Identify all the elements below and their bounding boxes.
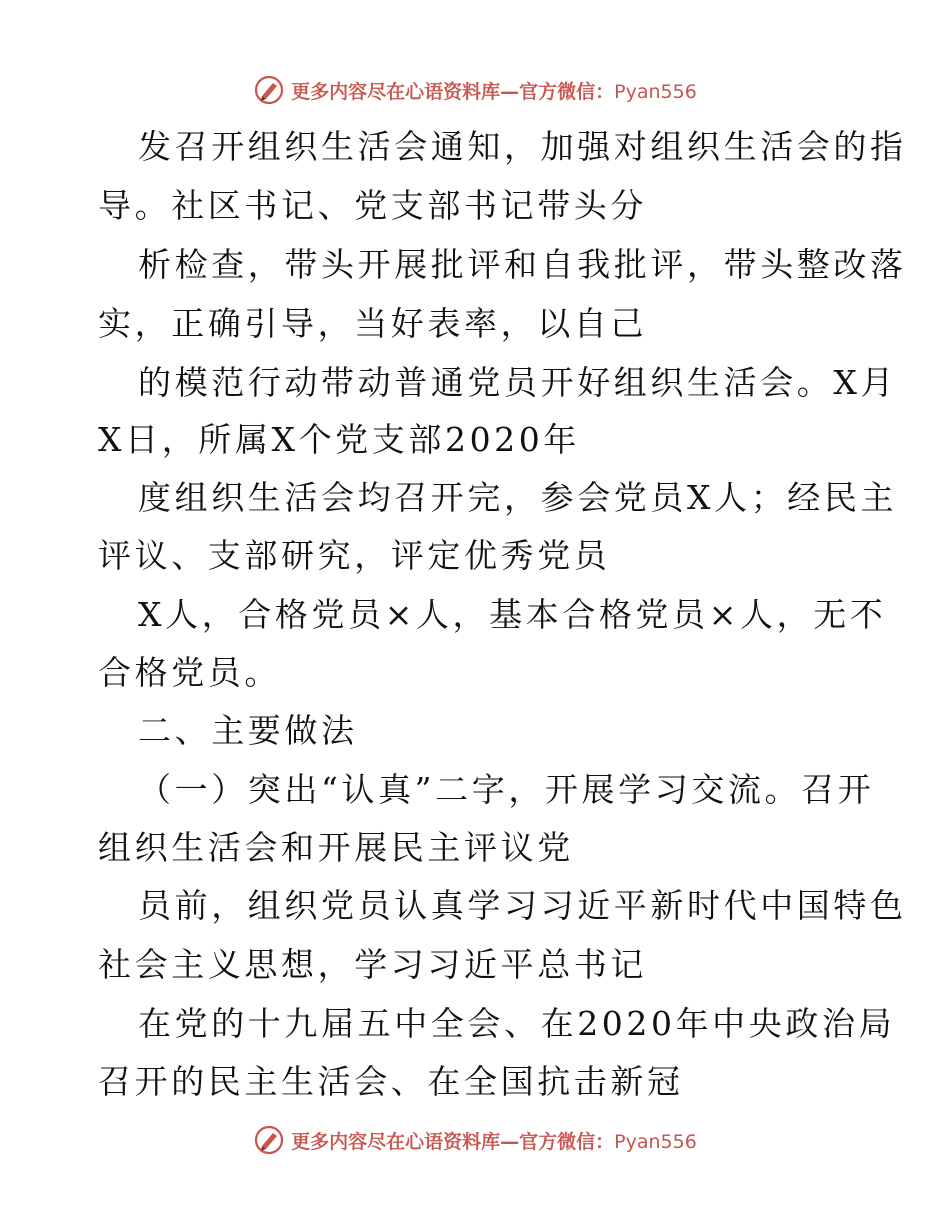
header-watermark-text — [291, 77, 697, 104]
body-line: 实，正确引导，当好表率，以自己 — [98, 304, 647, 343]
header-watermark-wechat-id: Pyan556 — [614, 80, 697, 103]
body-line: 召开的民主生活会、在全国抗击新冠 — [98, 1062, 684, 1101]
body-line: 析检查，带头开展批评和自我批评，带头整改落 — [138, 245, 907, 284]
footer-watermark-cn: 更多内容尽在心语资料库—官方微信： — [291, 1130, 615, 1153]
section-heading: 二、主要做法 — [138, 711, 358, 750]
body-line: 度组织生活会均召开完，参会党员X人；经民主 — [138, 478, 898, 517]
red-pen-logo-icon — [253, 1124, 285, 1156]
header-watermark-cn: 更多内容尽在心语资料库—官方微信： — [291, 80, 615, 103]
footer-watermark-wechat-id: Pyan556 — [614, 1130, 697, 1153]
header-watermark-banner — [0, 70, 950, 110]
subsection-heading: （一）突出“认真”二字，开展学习交流。召开 — [138, 770, 875, 809]
body-line: 在党的十九届五中全会、在2020年中央政治局 — [138, 1004, 896, 1043]
footer-watermark-banner — [0, 1120, 950, 1160]
body-line: 员前，组织党员认真学习习近平新时代中国特色 — [138, 886, 907, 925]
body-line: X日，所属X个党支部2020年 — [98, 420, 580, 459]
body-line: 社会主义思想，学习习近平总书记 — [98, 945, 647, 984]
red-pen-logo-icon — [253, 74, 285, 106]
body-line: 评议、支部研究，评定优秀党员 — [98, 536, 611, 575]
body-line: 组织生活会和开展民主评议党 — [98, 828, 574, 867]
body-line: 的模范行动带动普通党员开好组织生活会。X月 — [138, 363, 898, 402]
footer-watermark-text — [291, 1127, 697, 1154]
body-line: 合格党员。 — [98, 653, 281, 692]
body-line: X人，合格党员×人，基本合格党员×人，无不 — [138, 595, 887, 634]
body-line: 导。社区书记、党支部书记带头分 — [98, 186, 647, 225]
body-line: 发召开组织生活会通知，加强对组织生活会的指 — [138, 127, 907, 166]
